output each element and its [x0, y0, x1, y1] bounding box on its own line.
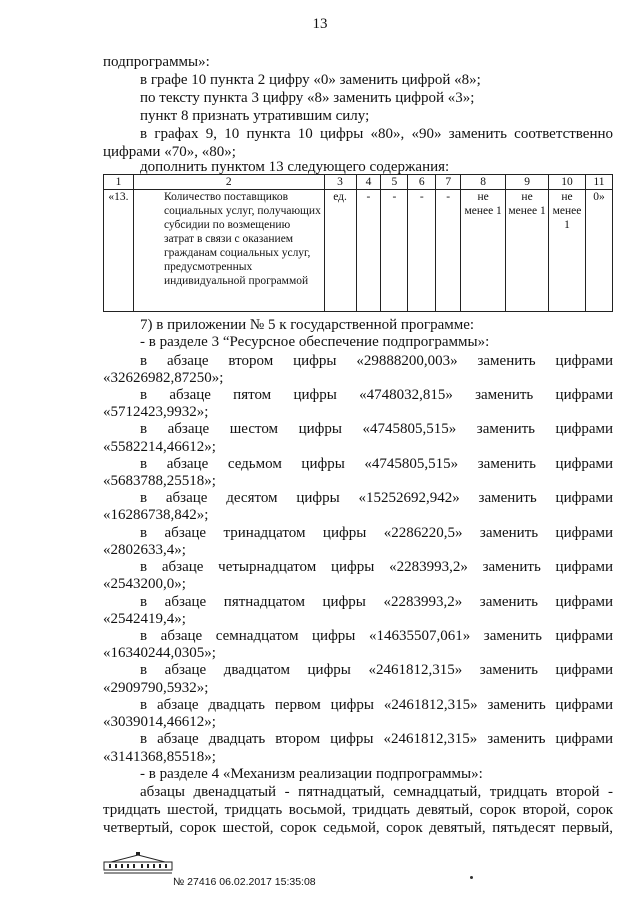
text-line: тридцать шестой, тридцать восьмой, тридцать девятый, сорок второй, сорок: [103, 802, 613, 818]
text-line: - в разделе 3 “Ресурсное обеспечение подпрограммы»:: [140, 334, 490, 350]
text-line: в абзаце втором цифры «29888200,003» заменить цифрами: [140, 353, 613, 369]
text-line: пункт 8 признать утратившим силу;: [140, 108, 370, 124]
column-header: 3: [324, 175, 356, 190]
text-line: в абзаце двадцать первом цифры «2461812,315» заменить цифрами: [140, 697, 613, 713]
document-reference: № 27416 06.02.2017 15:35:08: [173, 876, 316, 888]
speck: [470, 876, 473, 879]
table-row: [104, 190, 613, 312]
text-line: в абзаце пятнадцатом цифры «2283993,2» заменить цифрами: [140, 594, 613, 610]
row-unit: ед.: [324, 190, 356, 312]
table-cell: -: [408, 190, 436, 312]
text-line: в абзаце четырнадцатом цифры «2283993,2» заменить цифрами: [140, 559, 613, 575]
column-header: 1: [104, 175, 134, 190]
row-description: Количество поставщиков социальных услуг, получающих субсидии по возмещению затрат в связи с оказанием гражданам социальных услуг, предусмотренных индивидуальной программой: [133, 190, 324, 312]
table-cell: -: [436, 190, 461, 312]
text-line: «2543200,0»;: [103, 576, 186, 592]
column-header: 6: [408, 175, 436, 190]
text-line: в абзаце десятом цифры «15252692,942» заменить цифрами: [140, 490, 613, 506]
text-line: в графе 10 пункта 2 цифру «0» заменить цифрой «8»;: [140, 72, 481, 88]
page-number: 13: [312, 16, 328, 32]
text-line: в абзаце двадцатом цифры «2461812,315» заменить цифрами: [140, 662, 613, 678]
text-line: в абзаце шестом цифры «4745805,515» заменить цифрами: [140, 421, 613, 437]
text-line: «5582214,46612»;: [103, 439, 216, 455]
row-number: «13.: [104, 190, 134, 312]
text-line: «16340244,0305»;: [103, 645, 216, 661]
text-line: абзацы двенадцатый - пятнадцатый, семнадцатый, тридцать второй -: [140, 784, 613, 800]
text-line: - в разделе 4 «Механизм реализации подпрограммы»:: [140, 766, 483, 782]
text-line: «16286738,842»;: [103, 507, 209, 523]
text-line: «3039014,46612»;: [103, 714, 216, 730]
table-cell: не менее 1: [461, 190, 506, 312]
registry-stamp: [103, 852, 173, 881]
text-line: «32626982,87250»;: [103, 370, 224, 386]
text-line: дополнить пунктом 13 следующего содержания:: [140, 159, 450, 175]
column-header: 4: [356, 175, 381, 190]
text-line: в абзаце пятом цифры «4748032,815» заменить цифрами: [140, 387, 613, 403]
column-header: 10: [549, 175, 586, 190]
text-line: в абзаце двадцать втором цифры «2461812,315» заменить цифрами: [140, 731, 613, 747]
column-header: 7: [436, 175, 461, 190]
text-line: в абзаце семнадцатом цифры «14635507,061» заменить цифрами: [140, 628, 613, 644]
table-cell: -: [381, 190, 408, 312]
column-header: 8: [461, 175, 506, 190]
table-header-row: [104, 175, 613, 190]
text-line: «2542419,4»;: [103, 611, 186, 627]
text-line: подпрограммы»:: [103, 54, 210, 70]
text-line: четвертый, сорок шестой, сорок седьмой, сорок девятый, пятьдесят первый,: [103, 820, 613, 836]
text-line: «5683788,25518»;: [103, 473, 216, 489]
text-line: «2802633,4»;: [103, 542, 186, 558]
text-line: в графах 9, 10 пункта 10 цифры «80», «90» заменить соответственно: [140, 126, 613, 142]
text-line: по тексту пункта 3 цифру «8» заменить цифрой «3»;: [140, 90, 475, 106]
column-header: 2: [133, 175, 324, 190]
text-line: «5712423,9932»;: [103, 404, 209, 420]
text-line: «2909790,5932»;: [103, 680, 209, 696]
text-line: в абзаце тринадцатом цифры «2286220,5» заменить цифрами: [140, 525, 613, 541]
column-header: 9: [506, 175, 549, 190]
table-cell: не менее 1: [549, 190, 586, 312]
table-cell: не менее 1: [506, 190, 549, 312]
building-stamp-icon: [103, 852, 173, 876]
amendment-table: [103, 174, 613, 312]
column-header: 11: [586, 175, 613, 190]
table-cell: -: [356, 190, 381, 312]
column-header: 5: [381, 175, 408, 190]
table-cell: 0»: [586, 190, 613, 312]
text-line: «3141368,85518»;: [103, 749, 216, 765]
text-line: в абзаце седьмом цифры «4745805,515» заменить цифрами: [140, 456, 613, 472]
text-line: 7) в приложении № 5 к государственной программе:: [140, 317, 475, 333]
text-line: цифрами «70», «80»;: [103, 144, 236, 160]
